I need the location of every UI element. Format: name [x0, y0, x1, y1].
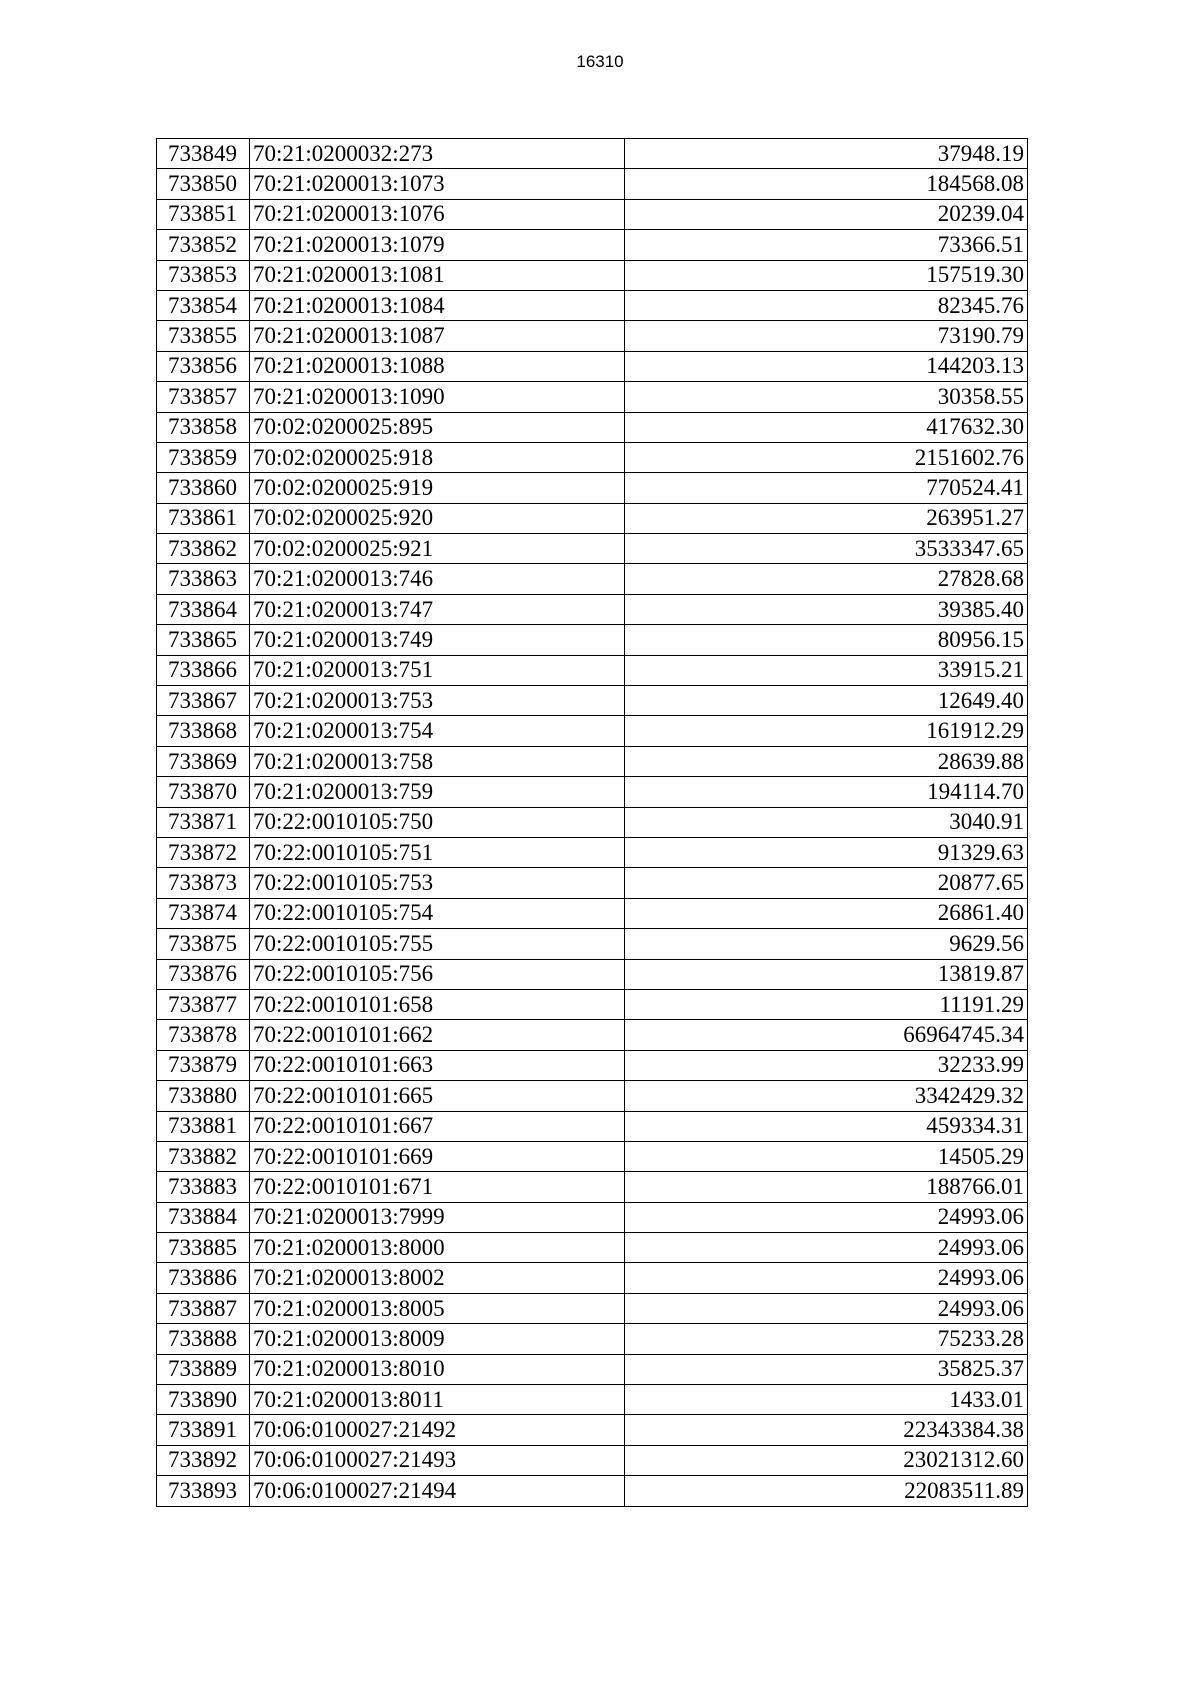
table-row [157, 655, 1028, 685]
table-row [157, 807, 1028, 837]
table-row [157, 1050, 1028, 1080]
table-row [157, 898, 1028, 928]
table-row [157, 1081, 1028, 1111]
row-id-cell: 733860 [157, 473, 250, 503]
cadastral-number-cell: 70:21:0200013:1087 [250, 321, 625, 351]
table-row [157, 868, 1028, 898]
table-row [157, 1020, 1028, 1050]
table-row [157, 777, 1028, 807]
table-row [157, 746, 1028, 776]
row-id-cell: 733850 [157, 169, 250, 199]
row-id-cell: 733890 [157, 1385, 250, 1415]
value-cell: 32233.99 [625, 1050, 1028, 1080]
value-cell: 24993.06 [625, 1233, 1028, 1263]
row-id-cell: 733881 [157, 1111, 250, 1141]
table-row [157, 959, 1028, 989]
value-cell: 459334.31 [625, 1111, 1028, 1141]
cadastral-number-cell: 70:21:0200013:8009 [250, 1324, 625, 1354]
cadastral-number-cell: 70:21:0200013:1073 [250, 169, 625, 199]
row-id-cell: 733859 [157, 442, 250, 472]
value-cell: 24993.06 [625, 1263, 1028, 1293]
cadastral-number-cell: 70:21:0200013:758 [250, 746, 625, 776]
row-id-cell: 733888 [157, 1324, 250, 1354]
row-id-cell: 733863 [157, 564, 250, 594]
table-row [157, 442, 1028, 472]
table-row [157, 1445, 1028, 1475]
table-row [157, 169, 1028, 199]
cadastral-number-cell: 70:21:0200013:751 [250, 655, 625, 685]
value-cell: 82345.76 [625, 290, 1028, 320]
row-id-cell: 733893 [157, 1476, 250, 1506]
cadastral-number-cell: 70:22:0010101:665 [250, 1081, 625, 1111]
table-row [157, 230, 1028, 260]
row-id-cell: 733851 [157, 199, 250, 229]
cadastral-number-cell: 70:21:0200013:1090 [250, 382, 625, 412]
cadastral-number-cell: 70:21:0200013:8010 [250, 1354, 625, 1384]
row-id-cell: 733886 [157, 1263, 250, 1293]
table-row [157, 1293, 1028, 1323]
value-cell: 39385.40 [625, 594, 1028, 624]
cadastral-number-cell: 70:22:0010101:663 [250, 1050, 625, 1080]
table-row [157, 1415, 1028, 1445]
table-row [157, 473, 1028, 503]
row-id-cell: 733861 [157, 503, 250, 533]
value-cell: 73190.79 [625, 321, 1028, 351]
value-cell: 27828.68 [625, 564, 1028, 594]
row-id-cell: 733869 [157, 746, 250, 776]
row-id-cell: 733876 [157, 959, 250, 989]
cadastral-number-cell: 70:06:0100027:21492 [250, 1415, 625, 1445]
row-id-cell: 733849 [157, 139, 250, 169]
value-cell: 73366.51 [625, 230, 1028, 260]
cadastral-number-cell: 70:22:0010105:750 [250, 807, 625, 837]
row-id-cell: 733874 [157, 898, 250, 928]
cadastral-number-cell: 70:22:0010105:753 [250, 868, 625, 898]
value-cell: 14505.29 [625, 1141, 1028, 1171]
row-id-cell: 733864 [157, 594, 250, 624]
table-row [157, 1263, 1028, 1293]
value-cell: 161912.29 [625, 716, 1028, 746]
row-id-cell: 733872 [157, 837, 250, 867]
cadastral-number-cell: 70:21:0200013:8002 [250, 1263, 625, 1293]
cadastral-value-table [156, 138, 1028, 1507]
table-row [157, 199, 1028, 229]
page-number: 16310 [576, 52, 624, 71]
table-row [157, 1476, 1028, 1506]
table-row [157, 929, 1028, 959]
value-cell: 3533347.65 [625, 534, 1028, 564]
cadastral-number-cell: 70:22:0010105:754 [250, 898, 625, 928]
row-id-cell: 733867 [157, 686, 250, 716]
row-id-cell: 733854 [157, 290, 250, 320]
cadastral-number-cell: 70:21:0200013:1079 [250, 230, 625, 260]
row-id-cell: 733858 [157, 412, 250, 442]
row-id-cell: 733887 [157, 1293, 250, 1323]
value-cell: 24993.06 [625, 1293, 1028, 1323]
cadastral-number-cell: 70:22:0010101:667 [250, 1111, 625, 1141]
row-id-cell: 733857 [157, 382, 250, 412]
cadastral-number-cell: 70:22:0010105:755 [250, 929, 625, 959]
row-id-cell: 733852 [157, 230, 250, 260]
cadastral-number-cell: 70:22:0010101:669 [250, 1141, 625, 1171]
table-row [157, 1111, 1028, 1141]
row-id-cell: 733878 [157, 1020, 250, 1050]
value-cell: 12649.40 [625, 686, 1028, 716]
table-row [157, 1324, 1028, 1354]
value-cell: 3342429.32 [625, 1081, 1028, 1111]
row-id-cell: 733873 [157, 868, 250, 898]
row-id-cell: 733882 [157, 1141, 250, 1171]
row-id-cell: 733884 [157, 1202, 250, 1232]
cadastral-number-cell: 70:02:0200025:918 [250, 442, 625, 472]
value-cell: 13819.87 [625, 959, 1028, 989]
value-cell: 194114.70 [625, 777, 1028, 807]
value-cell: 22343384.38 [625, 1415, 1028, 1445]
value-cell: 80956.15 [625, 625, 1028, 655]
row-id-cell: 733891 [157, 1415, 250, 1445]
value-cell: 263951.27 [625, 503, 1028, 533]
row-id-cell: 733862 [157, 534, 250, 564]
cadastral-number-cell: 70:21:0200013:8011 [250, 1385, 625, 1415]
row-id-cell: 733868 [157, 716, 250, 746]
row-id-cell: 733853 [157, 260, 250, 290]
value-cell: 91329.63 [625, 837, 1028, 867]
row-id-cell: 733855 [157, 321, 250, 351]
value-cell: 37948.19 [625, 139, 1028, 169]
cadastral-number-cell: 70:22:0010101:658 [250, 989, 625, 1019]
value-cell: 24993.06 [625, 1202, 1028, 1232]
table-row [157, 1354, 1028, 1384]
cadastral-number-cell: 70:02:0200025:920 [250, 503, 625, 533]
cadastral-number-cell: 70:22:0010105:751 [250, 837, 625, 867]
table-row [157, 686, 1028, 716]
value-cell: 28639.88 [625, 746, 1028, 776]
value-cell: 35825.37 [625, 1354, 1028, 1384]
cadastral-number-cell: 70:21:0200013:759 [250, 777, 625, 807]
row-id-cell: 733879 [157, 1050, 250, 1080]
table-row [157, 989, 1028, 1019]
table-row [157, 594, 1028, 624]
value-cell: 184568.08 [625, 169, 1028, 199]
row-id-cell: 733883 [157, 1172, 250, 1202]
table-row [157, 382, 1028, 412]
table-row [157, 564, 1028, 594]
table-row [157, 837, 1028, 867]
value-cell: 26861.40 [625, 898, 1028, 928]
row-id-cell: 733871 [157, 807, 250, 837]
value-cell: 144203.13 [625, 351, 1028, 381]
cadastral-number-cell: 70:06:0100027:21493 [250, 1445, 625, 1475]
value-cell: 770524.41 [625, 473, 1028, 503]
table-row [157, 625, 1028, 655]
table-row [157, 534, 1028, 564]
value-cell: 9629.56 [625, 929, 1028, 959]
cadastral-number-cell: 70:21:0200013:1081 [250, 260, 625, 290]
value-cell: 1433.01 [625, 1385, 1028, 1415]
cadastral-number-cell: 70:21:0200013:753 [250, 686, 625, 716]
table-row [157, 412, 1028, 442]
value-cell: 30358.55 [625, 382, 1028, 412]
row-id-cell: 733892 [157, 1445, 250, 1475]
value-cell: 20239.04 [625, 199, 1028, 229]
table-row [157, 139, 1028, 169]
value-cell: 20877.65 [625, 868, 1028, 898]
table-body [157, 139, 1028, 1507]
row-id-cell: 733870 [157, 777, 250, 807]
cadastral-number-cell: 70:21:0200013:8000 [250, 1233, 625, 1263]
table-row [157, 1385, 1028, 1415]
value-cell: 23021312.60 [625, 1445, 1028, 1475]
value-cell: 417632.30 [625, 412, 1028, 442]
value-cell: 188766.01 [625, 1172, 1028, 1202]
table-row [157, 1141, 1028, 1171]
table-row [157, 1202, 1028, 1232]
cadastral-number-cell: 70:22:0010105:756 [250, 959, 625, 989]
table-row [157, 321, 1028, 351]
table-row [157, 260, 1028, 290]
table-row [157, 1233, 1028, 1263]
table-row [157, 351, 1028, 381]
row-id-cell: 733856 [157, 351, 250, 381]
cadastral-number-cell: 70:21:0200013:749 [250, 625, 625, 655]
cadastral-number-cell: 70:02:0200025:921 [250, 534, 625, 564]
value-cell: 75233.28 [625, 1324, 1028, 1354]
value-cell: 11191.29 [625, 989, 1028, 1019]
row-id-cell: 733866 [157, 655, 250, 685]
cadastral-number-cell: 70:21:0200013:754 [250, 716, 625, 746]
row-id-cell: 733865 [157, 625, 250, 655]
value-cell: 22083511.89 [625, 1476, 1028, 1506]
cadastral-number-cell: 70:21:0200013:1076 [250, 199, 625, 229]
row-id-cell: 733880 [157, 1081, 250, 1111]
cadastral-number-cell: 70:21:0200013:746 [250, 564, 625, 594]
row-id-cell: 733877 [157, 989, 250, 1019]
cadastral-number-cell: 70:21:0200013:1088 [250, 351, 625, 381]
table-row [157, 1172, 1028, 1202]
cadastral-number-cell: 70:21:0200013:747 [250, 594, 625, 624]
table-row [157, 716, 1028, 746]
cadastral-number-cell: 70:02:0200025:919 [250, 473, 625, 503]
table-row [157, 503, 1028, 533]
cadastral-number-cell: 70:22:0010101:662 [250, 1020, 625, 1050]
cadastral-number-cell: 70:02:0200025:895 [250, 412, 625, 442]
cadastral-number-cell: 70:22:0010101:671 [250, 1172, 625, 1202]
value-cell: 2151602.76 [625, 442, 1028, 472]
value-cell: 66964745.34 [625, 1020, 1028, 1050]
cadastral-number-cell: 70:21:0200013:7999 [250, 1202, 625, 1232]
row-id-cell: 733885 [157, 1233, 250, 1263]
value-cell: 33915.21 [625, 655, 1028, 685]
row-id-cell: 733889 [157, 1354, 250, 1384]
value-cell: 157519.30 [625, 260, 1028, 290]
cadastral-number-cell: 70:06:0100027:21494 [250, 1476, 625, 1506]
cadastral-number-cell: 70:21:0200013:1084 [250, 290, 625, 320]
cadastral-number-cell: 70:21:0200013:8005 [250, 1293, 625, 1323]
table-row [157, 290, 1028, 320]
cadastral-number-cell: 70:21:0200032:273 [250, 139, 625, 169]
value-cell: 3040.91 [625, 807, 1028, 837]
row-id-cell: 733875 [157, 929, 250, 959]
